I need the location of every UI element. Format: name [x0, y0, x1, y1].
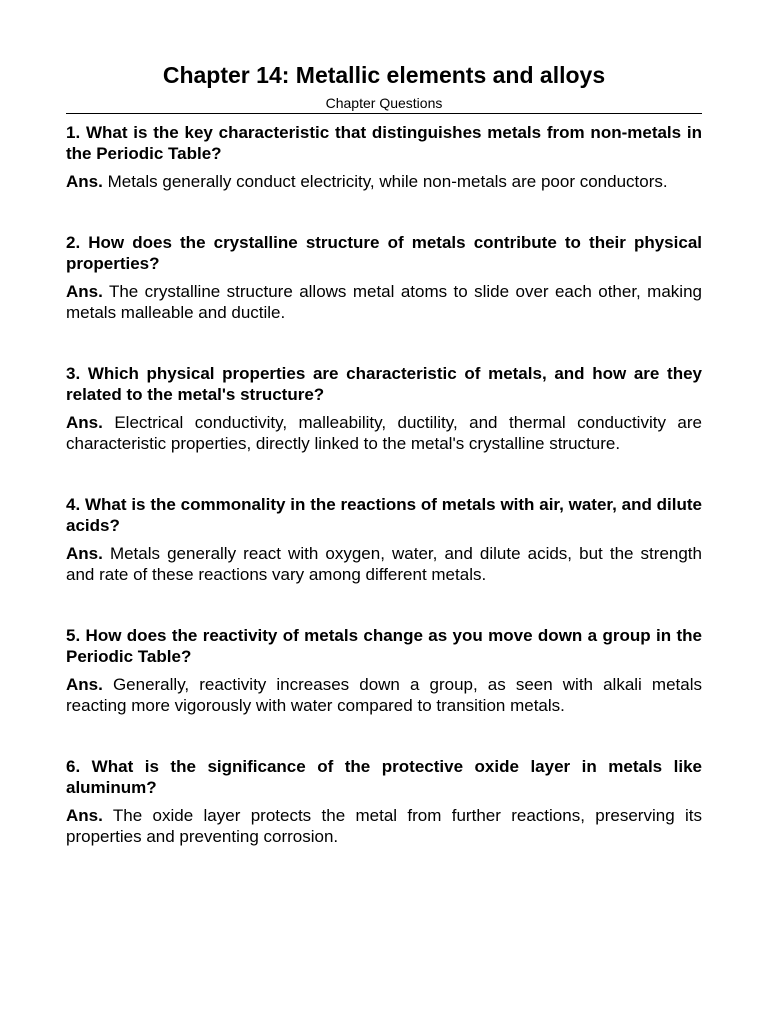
- question-list: [66, 122, 702, 847]
- answer-label: Ans.: [66, 413, 103, 432]
- qa-item-3: [66, 363, 702, 454]
- answer-body: Electrical conductivity, malleability, ductility, and thermal conductivity are characteristic properties, directly linked to the metal's crystalline structure.: [66, 413, 702, 453]
- question-text: 3. Which physical properties are characteristic of metals, and how are they related to the metal's structure?: [66, 364, 702, 404]
- answer-text: [66, 281, 702, 323]
- answer-label: Ans.: [66, 172, 103, 191]
- answer-body: Generally, reactivity increases down a group, as seen with alkali metals reacting more vigorously with water compared to transition metals.: [66, 675, 702, 715]
- answer-body: The oxide layer protects the metal from further reactions, preserving its properties and preventing corrosion.: [66, 806, 702, 846]
- answer-body: Metals generally react with oxygen, water, and dilute acids, but the strength and rate of these reactions vary among different metals.: [66, 544, 702, 584]
- answer-body: The crystalline structure allows metal atoms to slide over each other, making metals malleable and ductile.: [66, 282, 702, 322]
- answer-label: Ans.: [66, 675, 103, 694]
- qa-item-6: [66, 756, 702, 847]
- qa-item-4: [66, 494, 702, 585]
- page-subtitle: Chapter Questions: [325, 95, 443, 111]
- question-text: 2. How does the crystalline structure of metals contribute to their physical properties?: [66, 233, 702, 273]
- answer-text: [66, 412, 702, 454]
- question-text: 5. How does the reactivity of metals change as you move down a group in the Periodic Table?: [66, 626, 702, 666]
- qa-item-5: [66, 625, 702, 716]
- question-text: 6. What is the significance of the protective oxide layer in metals like aluminum?: [66, 757, 702, 797]
- answer-label: Ans.: [66, 282, 103, 301]
- answer-label: Ans.: [66, 806, 103, 825]
- title-divider: [66, 113, 702, 114]
- answer-body: Metals generally conduct electricity, while non-metals are poor conductors.: [107, 172, 668, 191]
- qa-item-2: [66, 232, 702, 323]
- page-title: Chapter 14: Metallic elements and alloys: [162, 62, 606, 88]
- answer-label: Ans.: [66, 544, 103, 563]
- answer-text: [66, 543, 702, 585]
- qa-item-1: [66, 122, 702, 192]
- answer-text: [66, 171, 702, 192]
- question-text: 4. What is the commonality in the reactions of metals with air, water, and dilute acids?: [66, 495, 702, 535]
- answer-text: [66, 805, 702, 847]
- answer-text: [66, 674, 702, 716]
- question-text: 1. What is the key characteristic that distinguishes metals from non-metals in the Periodic Table?: [66, 123, 702, 163]
